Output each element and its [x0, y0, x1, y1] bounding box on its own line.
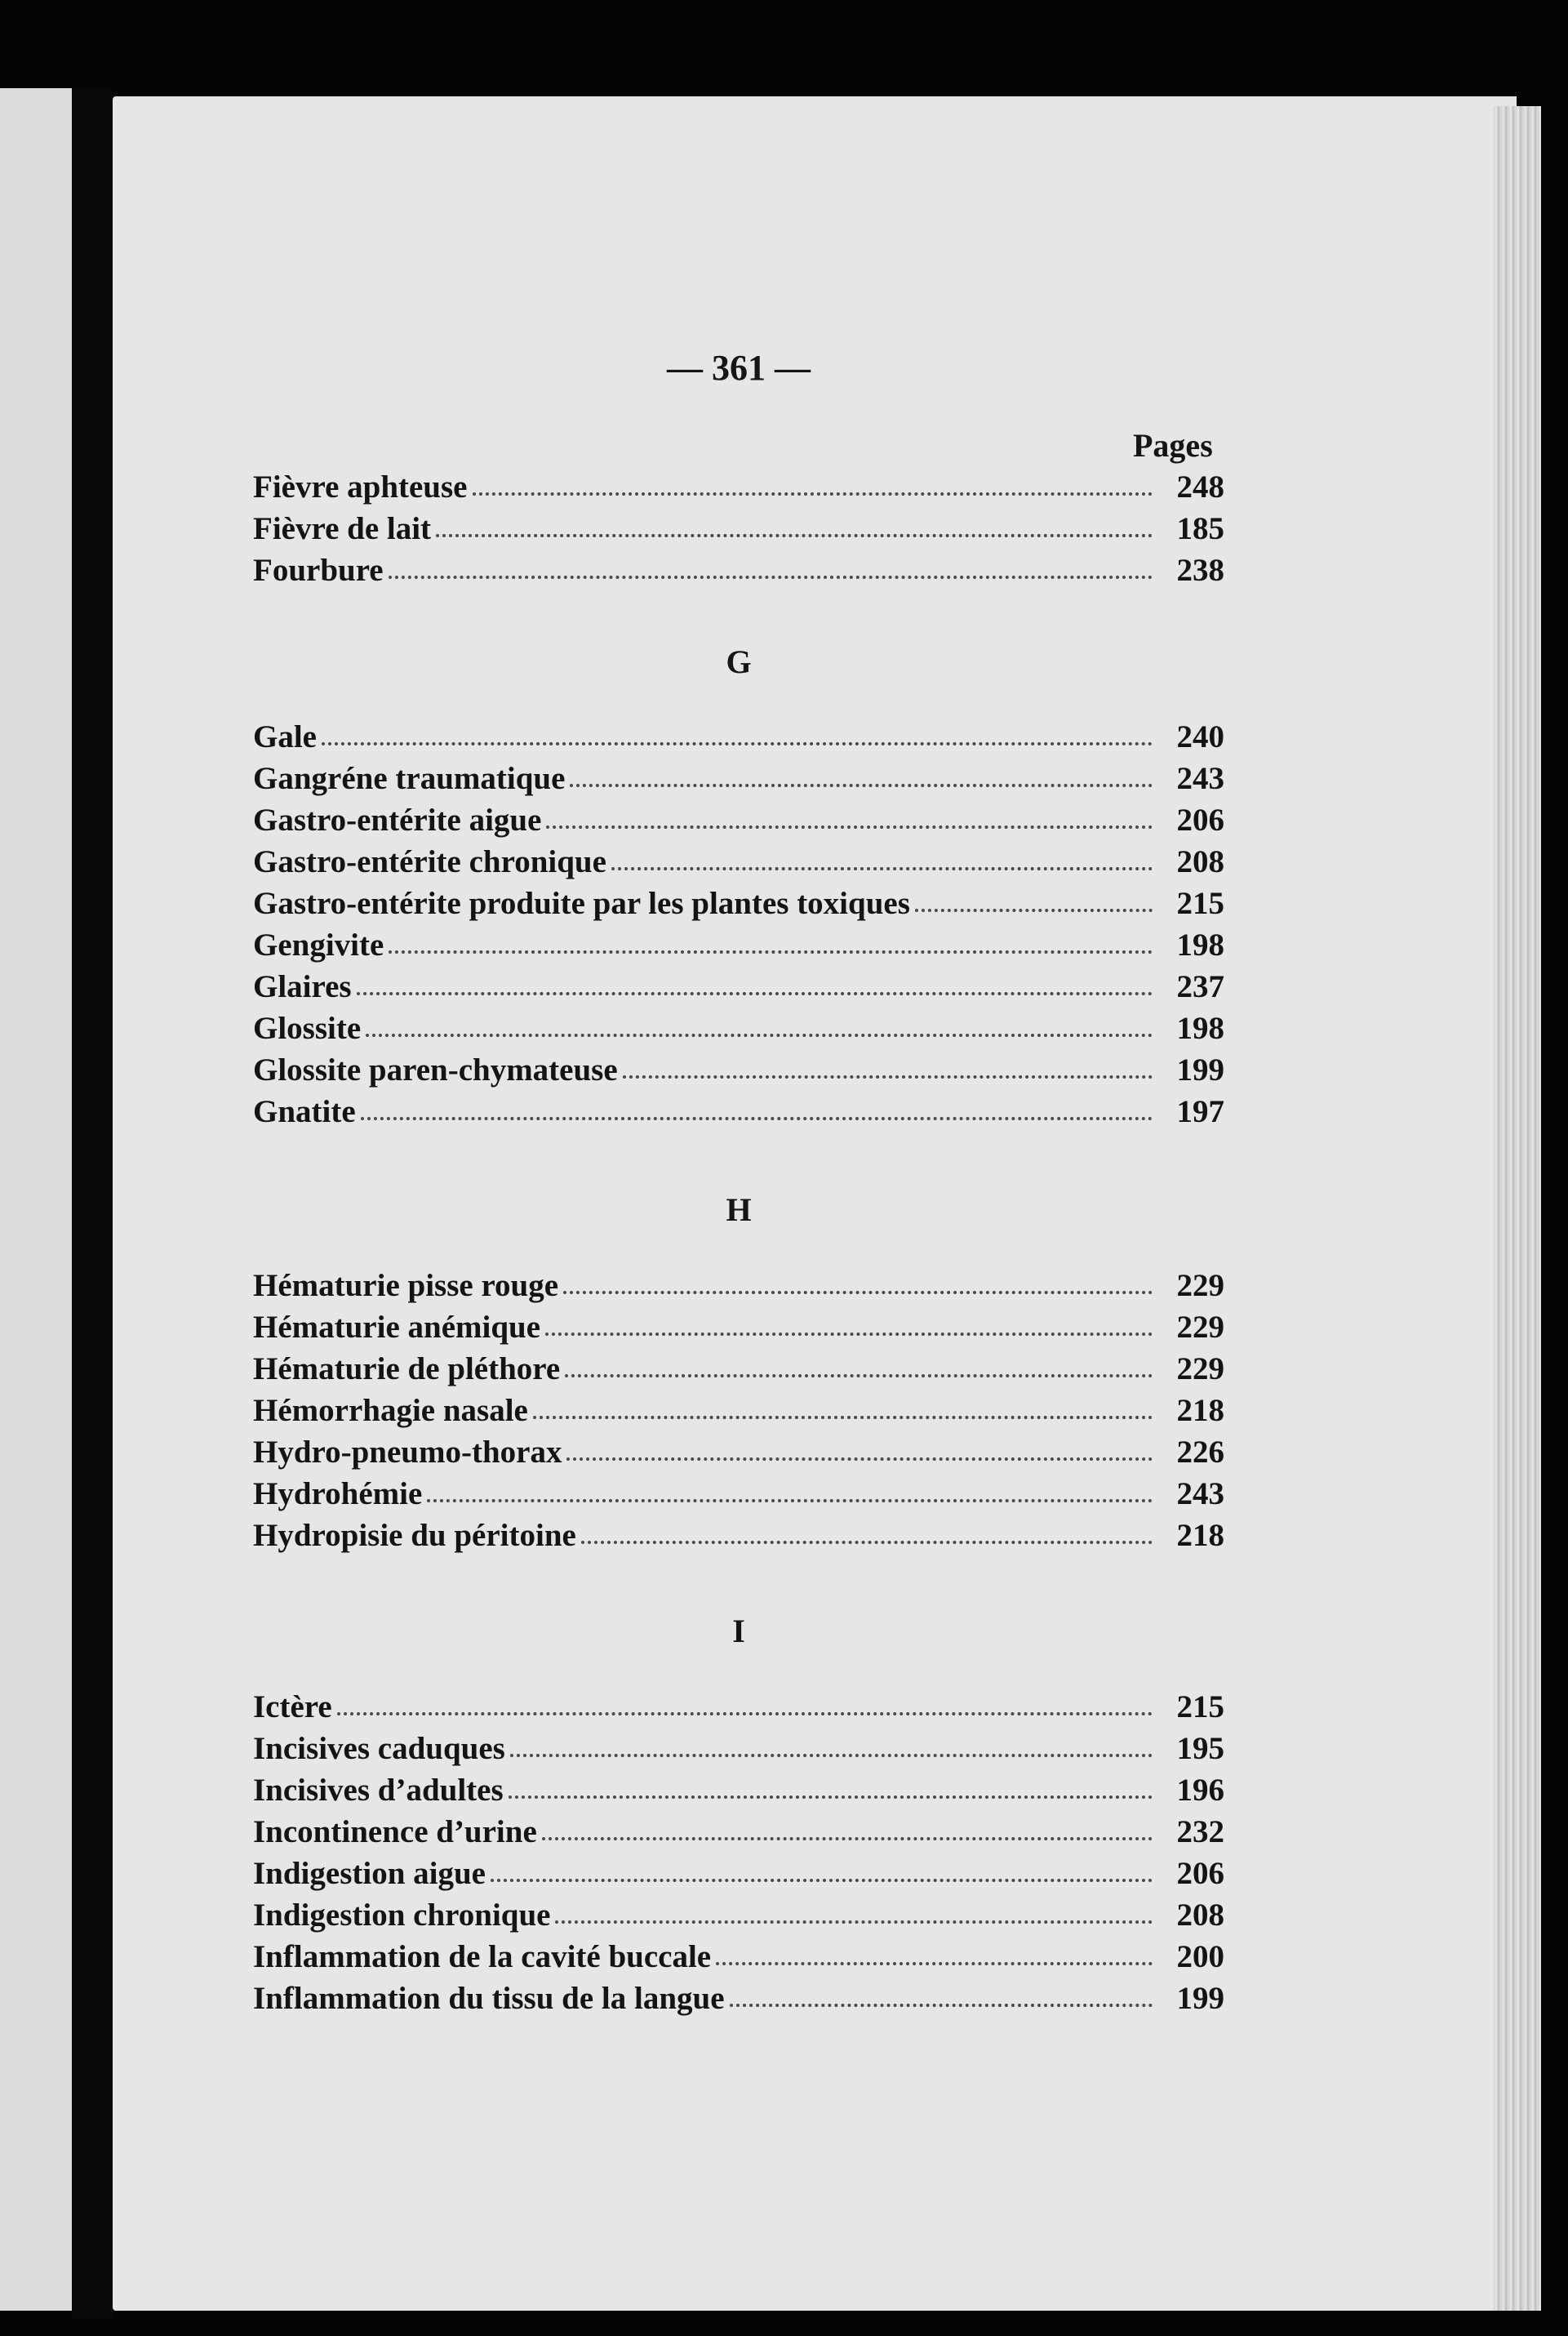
- entry-term: Incisives caduques: [253, 1731, 505, 1766]
- index-entry: [253, 1897, 1224, 1939]
- entry-page: 218: [1176, 1518, 1224, 1553]
- entry-page: 199: [1176, 1052, 1224, 1088]
- dot-leader: [566, 1457, 1153, 1461]
- dot-leader: [389, 950, 1153, 954]
- index-entry: [253, 1855, 1224, 1898]
- dot-leader: [563, 1291, 1153, 1294]
- index-entry: [253, 1689, 1224, 1731]
- dot-leader: [565, 1374, 1153, 1377]
- entry-page: 200: [1176, 1939, 1224, 1974]
- page-number: — 361 —: [667, 348, 811, 388]
- section-letter: H: [726, 1191, 752, 1228]
- index-entry: [253, 1730, 1224, 1773]
- index-entry: [253, 843, 1224, 886]
- index-entry: [253, 1813, 1224, 1856]
- entry-page: 196: [1176, 1773, 1224, 1808]
- page-stack-edge: [1494, 106, 1541, 2311]
- index-entry: [253, 1392, 1224, 1435]
- dot-leader: [473, 492, 1153, 496]
- index-entry: [253, 760, 1224, 803]
- entry-page: 198: [1176, 1011, 1224, 1046]
- entry-term: Fourbure: [253, 553, 384, 588]
- entry-page: 208: [1176, 844, 1224, 879]
- entry-term: Indigestion chronique: [253, 1898, 551, 1933]
- dot-leader: [555, 1920, 1153, 1924]
- entry-term: Gangréne traumatique: [253, 761, 566, 796]
- entry-term: Gnatite: [253, 1094, 356, 1129]
- entry-page: 229: [1176, 1310, 1224, 1345]
- index-entry: [253, 1517, 1224, 1560]
- entry-page: 208: [1176, 1898, 1224, 1933]
- dot-leader: [366, 1034, 1153, 1037]
- dot-leader: [509, 1795, 1153, 1799]
- dot-leader: [491, 1879, 1153, 1882]
- dot-leader: [542, 1837, 1153, 1840]
- dot-leader: [730, 2004, 1153, 2007]
- index-entry: [253, 802, 1224, 844]
- index-entry: [253, 510, 1224, 553]
- dot-leader: [510, 1754, 1153, 1757]
- entry-page: 248: [1176, 469, 1224, 505]
- entry-term: Gastro-entérite chronique: [253, 844, 606, 879]
- section-letter: I: [732, 1613, 745, 1649]
- index-entry: [253, 927, 1224, 969]
- entry-term: Glossite paren-chymateuse: [253, 1052, 618, 1088]
- dot-leader: [533, 1416, 1153, 1419]
- dot-leader: [357, 992, 1153, 995]
- index-entry: [253, 1010, 1224, 1052]
- index-entry: [253, 885, 1224, 928]
- section-letter: G: [726, 643, 752, 680]
- index-entry: [253, 1772, 1224, 1814]
- entry-page: 237: [1176, 969, 1224, 1004]
- dot-leader: [581, 1541, 1153, 1544]
- entry-term: Fièvre aphteuse: [253, 469, 468, 505]
- entry-page: 240: [1176, 719, 1224, 754]
- dot-leader: [611, 867, 1153, 870]
- index-entry: [253, 1309, 1224, 1351]
- index-entry: [253, 1052, 1224, 1094]
- pages-column-header: Pages: [1133, 427, 1213, 464]
- entry-page: 206: [1176, 803, 1224, 838]
- entry-term: Fièvre de lait: [253, 511, 432, 546]
- index-entry: [253, 552, 1224, 594]
- entry-term: Gale: [253, 719, 317, 754]
- entry-term: Ictère: [253, 1689, 332, 1724]
- entry-page: 206: [1176, 1856, 1224, 1891]
- entry-page: 229: [1176, 1351, 1224, 1386]
- entry-term: Gengivite: [253, 928, 384, 963]
- entry-term: Glaires: [253, 969, 352, 1004]
- entry-term: Hématurie de pléthore: [253, 1351, 561, 1386]
- entry-page: 199: [1176, 1981, 1224, 2016]
- dot-leader: [716, 1962, 1153, 1965]
- index-entry: [253, 469, 1224, 511]
- entry-page: 185: [1176, 511, 1224, 546]
- entry-term: Hématurie pisse rouge: [253, 1268, 559, 1303]
- entry-page: 195: [1176, 1731, 1224, 1766]
- index-entry: [253, 1350, 1224, 1393]
- entry-term: Hémorrhagie nasale: [253, 1393, 528, 1428]
- entry-term: Inflammation du tissu de la langue: [253, 1981, 725, 2016]
- entry-term: Inflammation de la cavité buccale: [253, 1939, 712, 1974]
- dot-leader: [436, 534, 1153, 537]
- dot-leader: [545, 1333, 1153, 1336]
- entry-page: 215: [1176, 1689, 1224, 1724]
- entry-term: Incontinence d’urine: [253, 1814, 537, 1849]
- entry-term: Hématurie anémique: [253, 1310, 541, 1345]
- entry-page: 238: [1176, 553, 1224, 588]
- entry-term: Gastro-entérite produite par les plantes toxiques: [253, 886, 910, 921]
- dot-leader: [546, 825, 1153, 829]
- entry-term: Glossite: [253, 1011, 362, 1046]
- entry-page: 215: [1176, 886, 1224, 921]
- index-entry: [253, 719, 1224, 761]
- entry-term: Hydrohémie: [253, 1476, 423, 1511]
- dot-leader: [427, 1499, 1153, 1502]
- dot-leader: [570, 784, 1153, 787]
- entry-page: 232: [1176, 1814, 1224, 1849]
- entry-page: 229: [1176, 1268, 1224, 1303]
- index-entry: [253, 1267, 1224, 1310]
- entry-term: Hydropisie du péritoine: [253, 1518, 576, 1553]
- entry-page: 197: [1176, 1094, 1224, 1129]
- entry-page: 243: [1176, 1476, 1224, 1511]
- dot-leader: [337, 1712, 1153, 1715]
- index-entry: [253, 1434, 1224, 1476]
- index-entry: [253, 1093, 1224, 1136]
- dot-leader: [915, 909, 1153, 912]
- entry-term: Incisives d’adultes: [253, 1773, 504, 1808]
- entry-term: Indigestion aigue: [253, 1856, 486, 1891]
- entry-term: Gastro-entérite aigue: [253, 803, 542, 838]
- entry-page: 218: [1176, 1393, 1224, 1428]
- dot-leader: [389, 576, 1153, 579]
- dot-leader: [623, 1075, 1153, 1079]
- index-entry: [253, 1980, 1224, 2022]
- index-entry: [253, 968, 1224, 1011]
- index-entry: [253, 1475, 1224, 1518]
- entry-page: 226: [1176, 1435, 1224, 1470]
- dot-leader: [322, 742, 1153, 745]
- dot-leader: [361, 1117, 1153, 1120]
- entry-page: 198: [1176, 928, 1224, 963]
- entry-term: Hydro-pneumo-thorax: [253, 1435, 562, 1470]
- index-entry: [253, 1938, 1224, 1981]
- entry-page: 243: [1176, 761, 1224, 796]
